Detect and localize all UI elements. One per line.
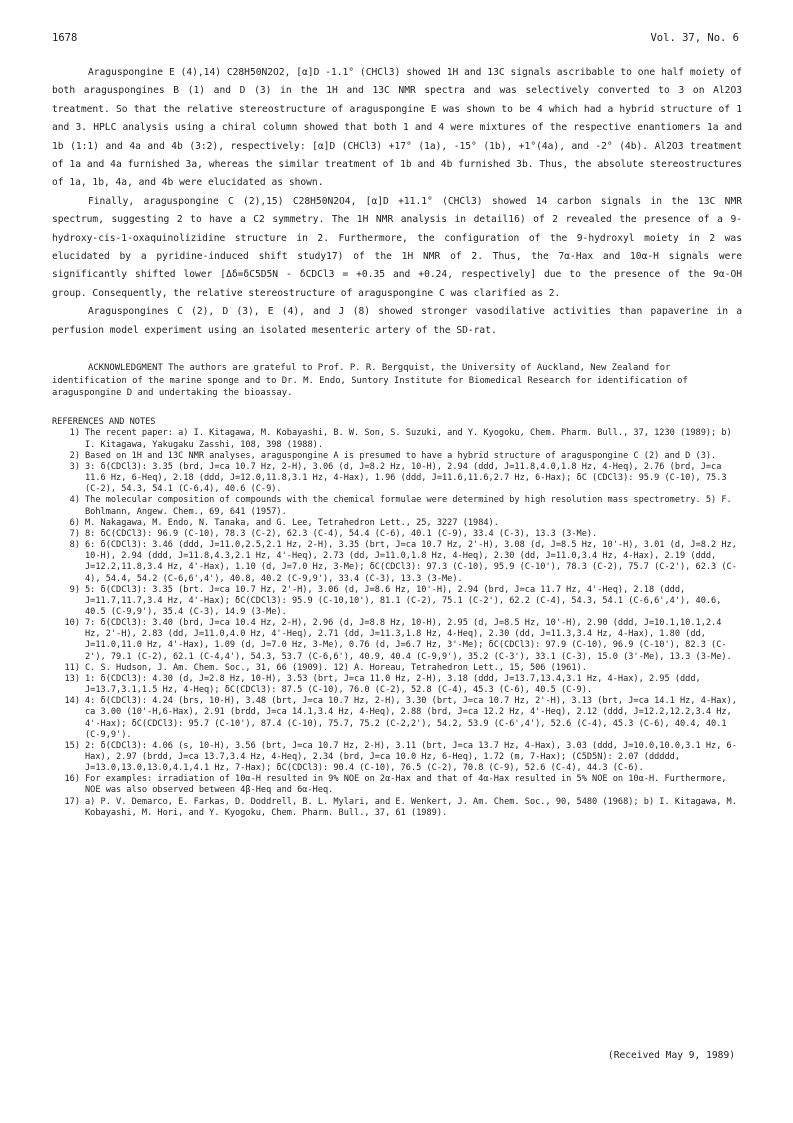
reference-text: 1: δ(CDCl3): 4.30 (d, J=2.8 Hz, 10-H), 3.53 (brt, J=ca 11.0 Hz, 2-H), 3.18 (ddd, J=13.7,13.4,3.1 Hz, 4-Hax), 2.95 (ddd, J=13.7,3.1,1.5 Hz, 4-Heq); δC(CDCl3): 87.5 (C-10), 76.0 (C-2), 52.8 (C-4), 45.3 (C-6), 40.5 (C-9). [85, 673, 701, 696]
reference-number: 8) [69, 540, 80, 551]
reference-text: The molecular composition of compounds with the chemical formulae were determined by high resolution mass spectrometry. 5) F. Bohlmann, Angew. Chem., 69, 641 (1957). [85, 495, 732, 517]
acknowledgment: ACKNOWLEDGMENT The authors are grateful to Prof. P. R. Bergquist, the University of Auckland, New Zealand for identification of the marine sponge and to Dr. M. Endo, Suntory Institute for Biomedical Research for identification of araguspongine D and undertaking the bioassay. [52, 363, 688, 398]
reference-text: 3: δ(CDCl3): 3.35 (brd, J=ca 10.7 Hz, 2-H), 3.06 (d, J=8.2 Hz, 10-H), 2.94 (ddd, J=11.8,4.0,1.8 Hz, 4-Heq), 2.76 (brd, J=ca 11.6 Hz, 6-Heq), 2.18 (ddd, J=12.0,11.8,3.1 Hz, 4-Hax), 1.96 (ddd, J=11.6,11.6,2.7 Hz, 6-Hax); δC (CDCl3): 95.9 (C-10), 75.3 (C-2), 54.3, 54.1 (C-6,4), 40.6 (C-9). [85, 461, 727, 495]
article-body [52, 64, 742, 819]
references-heading: REFERENCES AND NOTES [52, 417, 156, 428]
reference-number: 10) [64, 618, 80, 629]
reference-item [52, 529, 742, 540]
reference-item [52, 540, 742, 585]
reference-number: 11) [64, 662, 80, 673]
reference-text: 6: δ(CDCl3): 3.46 (ddd, J=11.0,2.5,2.1 Hz, 2-H), 3.35 (brt, J=ca 10.7 Hz, 2'-H), 3.08 (d, J=8.5 Hz, 10'-H), 3.01 (d, J=8.2 Hz, 10-H), 2.94 (ddd, J=11.8,4.3,2.1 Hz, 4'-Heq), 2.73 (dd, J=11.0,1.8 Hz, 4-Heq), 2.30 (dd, J=11.0,3.4 Hz, 4-Hax), 2.19 (ddd, J=12.2,11.8,3.4 Hz, 4'-Hax), 1.10 (d, J=7.0 Hz, 3-Me); δC(CDCl3): 97.3 (C-10), 95.9 (C-10'), 78.3 (C-2), 75.7 (C-2'), 62.3 (C-4), 54.4, 54.2 (C-6,6',4'), 40.8, 40.2 (C-9,9'), 33.4 (C-3), 13.3 (3-Me). [85, 540, 737, 584]
reference-item [52, 451, 742, 462]
reference-text: 7: δ(CDCl3): 3.40 (brd, J=ca 10.4 Hz, 2-H), 2.96 (d, J=8.8 Hz, 10-H), 2.95 (d, J=8.5 Hz, 10'-H), 2.90 (ddd, J=10.1,10.1,2.4 Hz, 2'-H), 2.83 (dd, J=11.0,4.0 Hz, 4'-Heq), 2.71 (dd, J=11.3,1.8 Hz, 4-Heq), 2.30 (dd, J=11.3,3.4 Hz, 4-Hax), 1.80 (dd, J=11.0,11.0 Hz, 4'-Hax), 1.09 (d, J=7.0 Hz, 3-Me), 0.76 (d, J=6.7 Hz, 3'-Me); δC(CDCl3): 97.9 (C-10), 96.9 (C-10'), 82.3 (C-2'), 79.1 (C-2), 62.1 (C-4,4'), 54.3, 53.7 (C-6,6'), 40.9, 40.4 (C-9,9'), 35.2 (C-3'), 33.1 (C-3), 15.0 (3'-Me), 13.3 (3-Me). [85, 618, 732, 662]
paragraph-araguspongine-e: Araguspongine E (4),14) C28H50N2O2, [α]D -1.1° (CHCl3) showed 1H and 13C signals ascribable to one half moiety of both araguspongines B (1) and D (3) in the 1H and 13C NMR spectra and was selectively converted to 3 on Al2O3 treatment. So that the relative stereostructure of araguspongine E was shown to be 4 which had a hybrid structure of 1 and 3. HPLC analysis using a chiral column showed that both 1 and 4 were mixtures of the respective enantiomers 1a and 1b (1:1) and 4a and 4b (3:2), respectively: [α]D (CHCl3) +17° (1a), -15° (1b), +1°(4a), and -2° (4b). Al2O3 treatment of 1a and 4a furnished 3a, whereas the similar treatment of 1b and 4b furnished 3b. Thus, the absolute stereostructures of 1a, 1b, 4a, and 4b were elucidated as shown. [52, 67, 742, 189]
reference-text: 5: δ(CDCl3): 3.35 (brt. J=ca 10.7 Hz, 2'-H), 3.06 (d, J=8.6 Hz, 10'-H), 2.94 (brd, J=ca 11.7 Hz, 4'-Heq), 2.18 (ddd, J=11.7,11.7,3.4 Hz, 4'-Hax); δC(CDCl3): 95.9 (C-10,10'), 81.1 (C-2), 75.1 (C-2'), 62.2 (C-4), 54.3, 54.1 (C-6,6',4'), 40.6, 40.5 (C-9,9'), 35.4 (C-3), 14.9 (3-Me). [85, 584, 722, 617]
reference-item [52, 585, 742, 618]
reference-number: 1) [69, 428, 80, 439]
reference-number: 14) [64, 696, 80, 707]
received-date: (Received May 9, 1989) [607, 1050, 735, 1061]
reference-item [52, 674, 742, 696]
reference-number: 6) [69, 517, 80, 528]
journal-volume: Vol. 37, No. 6 [650, 32, 739, 44]
reference-text: For examples: irradiation of 10α-H resulted in 9% NOE on 2α-Hax and that of 4α-Hax resulted in 5% NOE on 10α-H. Furthermore, NOE was also observed between 4β-Heq and 6α-Heq. [85, 774, 727, 796]
paragraph-vasodilative: Araguspongines C (2), D (3), E (4), and J (8) showed stronger vasodilative activities than papaverine in a perfusion model experiment using an isolated mesenteric artery of the SD-rat. [52, 306, 742, 336]
reference-item [52, 774, 742, 796]
reference-item [52, 663, 742, 674]
reference-number: 13) [64, 673, 80, 684]
reference-text: C. S. Hudson, J. Am. Chem. Soc., 31, 66 (1909). 12) A. Horeau, Tetrahedron Lett., 15, 506 (1961). [85, 662, 587, 673]
reference-item [52, 428, 742, 450]
reference-item [52, 462, 742, 495]
reference-text: M. Nakagawa, M. Endo, N. Tanaka, and G. Lee, Tetrahedron Lett., 25, 3227 (1984). [85, 517, 499, 528]
reference-number: 16) [64, 774, 80, 785]
page-number: 1678 [52, 32, 78, 44]
reference-list [52, 428, 742, 818]
reference-number: 7) [69, 528, 80, 539]
reference-text: a) P. V. Demarco, E. Farkas, D. Doddrell, B. L. Mylari, and E. Wenkert, J. Am. Chem. Soc., 90, 5480 (1968); b) I. Kitagawa, M. Kobayashi, M. Hori, and Y. Kyogoku, Chem. Pharm. Bull., 37, 61 (1989). [85, 796, 737, 818]
paragraph-araguspongine-c: Finally, araguspongine C (2),15) C28H50N2O4, [α]D +11.1° (CHCl3) showed 14 carbon signals in the 13C NMR spectrum, suggesting 2 to have a C2 symmetry. The 1H NMR analysis in detail16) of 2 revealed the presence of a 9-hydroxy-cis-1-oxaquinolizidine structure in 2. Furthermore, the configuration of the 9-hydroxyl moiety in 2 was elucidated by a pyridine-induced shift study17) of the 1H NMR of 2. Thus, the 7α-Hax and 10α-H signals were significantly shifted lower [Δδ=δC5D5N - δCDCl3 = +0.35 and +0.24, respectively] due to the presence of the 9α-OH group. Consequently, the relative stereostructure of araguspongine C was clarified as 2. [52, 195, 742, 299]
reference-text: 8: δC(CDCl3): 96.9 (C-10), 78.3 (C-2), 62.3 (C-4), 54.4 (C-6), 40.1 (C-9), 33.4 (C-3), 13.3 (3-Me). [85, 528, 598, 539]
reference-item [52, 518, 742, 529]
reference-number: 15) [64, 740, 80, 751]
reference-text: 2: δ(CDCl3): 4.06 (s, 10-H), 3.56 (brt, J=ca 10.7 Hz, 2-H), 3.11 (brt, J=ca 13.7 Hz, 4-Hax), 3.03 (ddd, J=10.0,10.0,3.1 Hz, 6-Hax), 2.97 (brdd, J=ca 13.7,3.4 Hz, 4-Heq), 2.34 (brd, J=ca 10.0 Hz, 6-Heq), 1.72 (m, 7-Hax); (C5D5N): 2.07 (ddddd, J=13.0,13.0,13.0,4.1,4.1 Hz, 7-Hax); δC(CDCl3): 90.4 (C-10), 76.5 (C-2), 70.8 (C-9), 52.6 (C-4), 44.3 (C-6). [85, 740, 737, 774]
reference-item [52, 696, 742, 741]
reference-text: The recent paper: a) I. Kitagawa, M. Kobayashi, B. W. Son, S. Suzuki, and Y. Kyogoku, Chem. Pharm. Bull., 37, 1230 (1989); b) I. Kitagawa, Yakugaku Zasshi, 108, 398 (1988). [85, 428, 732, 450]
reference-number: 9) [69, 584, 80, 595]
reference-number: 3) [69, 461, 80, 472]
references-section [52, 417, 742, 819]
body-text [52, 64, 742, 340]
reference-item [52, 495, 742, 517]
reference-item [52, 741, 742, 774]
reference-number: 2) [69, 450, 80, 461]
reference-text: 4: δ(CDCl3): 4.24 (brs, 10-H), 3.48 (brt, J=ca 10.7 Hz, 2-H), 3.30 (brt, J=ca 10.7 Hz, 2'-H), 3.13 (brt, J=ca 14.1 Hz, 4-Hax), ca 3.00 (10'-H,6-Hax), 2.91 (brdd, J=ca 14.1,3.4 Hz, 4-Heq), 2.88 (brd, J=ca 12.2 Hz, 4'-Heq), 2.12 (ddd, J=12.2,12.2,3.4 Hz, 4'-Hax); δC(CDCl3): 95.7 (C-10'), 87.4 (C-10), 75.7, 75.2 (C-2,2'), 54.2, 53.9 (C-6',4'), 52.6 (C-4), 45.3 (C-6), 40.4, 40.1 (C-9,9'). [85, 696, 737, 740]
reference-number: 17) [64, 796, 80, 807]
reference-text: Based on 1H and 13C NMR analyses, araguspongine A is presumed to have a hybrid structure of araguspongine C (2) and D (3). [85, 450, 717, 461]
reference-number: 4) [69, 495, 80, 506]
reference-item [52, 797, 742, 819]
reference-item [52, 618, 742, 663]
